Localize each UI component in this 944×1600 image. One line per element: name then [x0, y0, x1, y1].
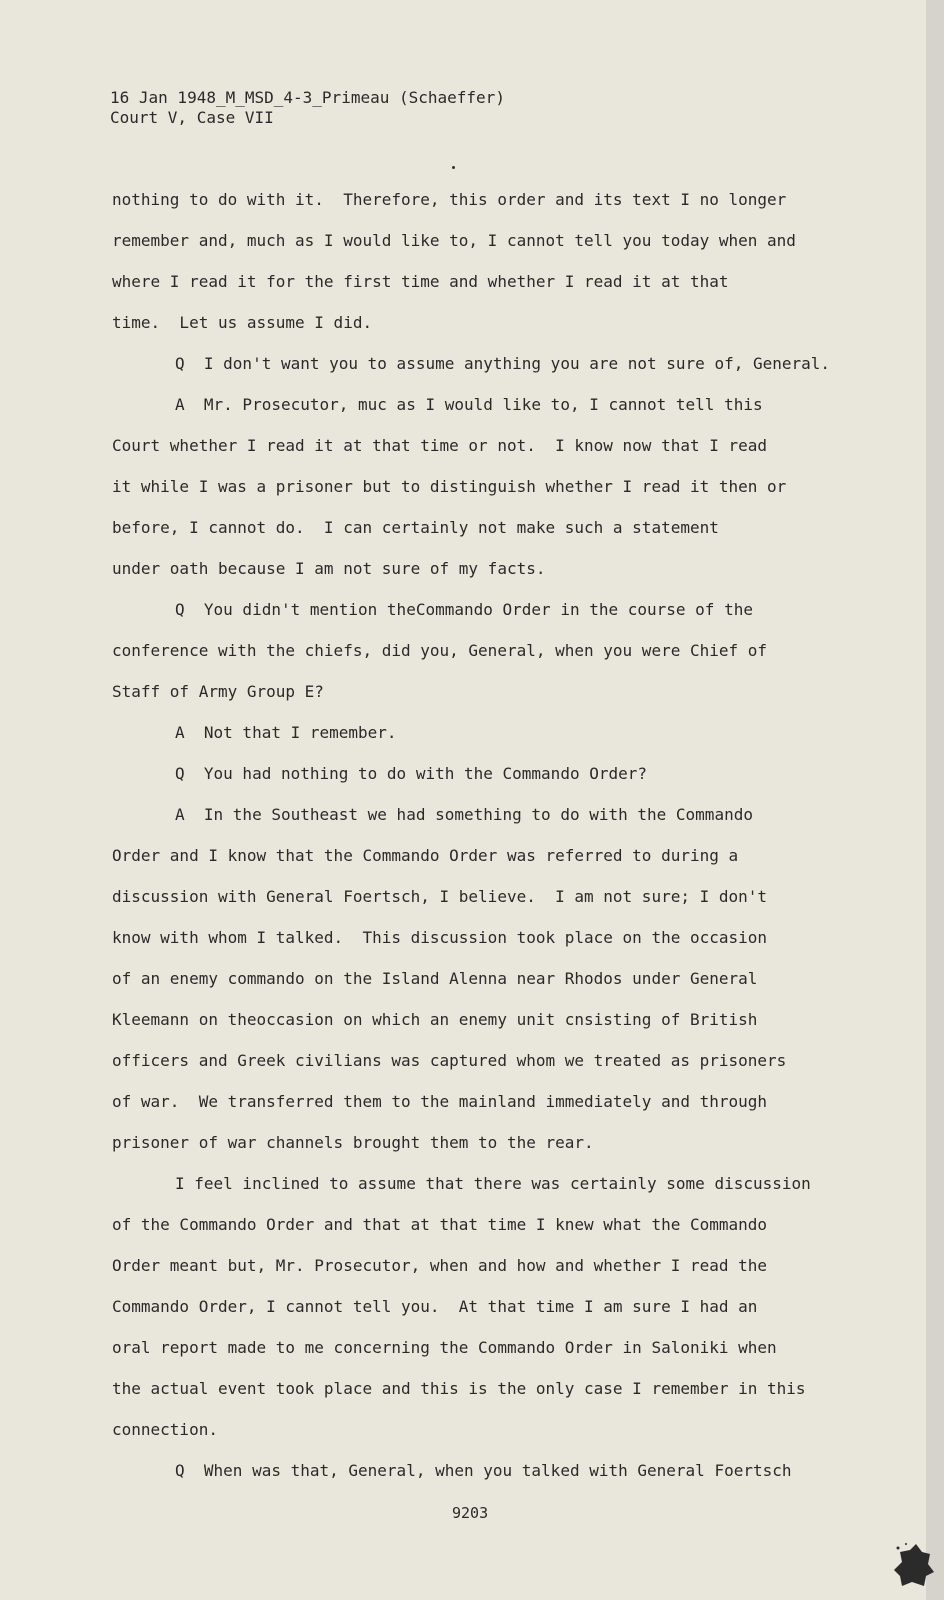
body-line: conference with the chiefs, did you, General, when you were Chief of: [112, 641, 768, 660]
page-number: 9203: [452, 1504, 489, 1522]
body-line: Order meant but, Mr. Prosecutor, when and how and whether I read the: [112, 1256, 768, 1275]
body-line: Q You had nothing to do with the Commando Order?: [175, 764, 648, 783]
body-line: A In the Southeast we had something to do with the Commando: [175, 805, 753, 824]
body-line: prisoner of war channels brought them to the rear.: [112, 1133, 594, 1152]
body-line: where I read it for the first time and whether I read it at that: [112, 272, 729, 291]
body-line: of war. We transferred them to the mainland immediately and through: [112, 1092, 768, 1111]
body-line: Court whether I read it at that time or not. I know now that I read: [112, 436, 768, 455]
body-line: oral report made to me concerning the Commando Order in Saloniki when: [112, 1338, 777, 1357]
body-line: Order and I know that the Commando Order was referred to during a: [112, 846, 739, 865]
body-line: of an enemy commando on the Island Alenna near Rhodos under General: [112, 969, 758, 988]
body-line: connection.: [112, 1420, 218, 1439]
body-line: remember and, much as I would like to, I cannot tell you today when and: [112, 231, 796, 250]
body-line: I feel inclined to assume that there was certainly some discussion: [175, 1174, 811, 1193]
page-edge: [926, 0, 944, 1600]
body-line: under oath because I am not sure of my facts.: [112, 559, 546, 578]
header-line-1: 16 Jan 1948_M_MSD_4-3_Primeau (Schaeffer): [110, 88, 505, 107]
body-line: Kleemann on theoccasion on which an enemy unit cnsisting of British: [112, 1010, 758, 1029]
body-line: know with whom I talked. This discussion took place on the occasion: [112, 928, 768, 947]
body-line: it while I was a prisoner but to distinguish whether I read it then or: [112, 477, 787, 496]
body-line: Commando Order, I cannot tell you. At that time I am sure I had an: [112, 1297, 758, 1316]
body-line: Staff of Army Group E?: [112, 682, 324, 701]
body-line: A Not that I remember.: [175, 723, 397, 742]
ink-speck: [452, 166, 455, 169]
ink-stain: [894, 1542, 934, 1586]
body-line: Q I don't want you to assume anything you are not sure of, General.: [175, 354, 831, 373]
body-line: Q When was that, General, when you talked with General Foertsch: [175, 1461, 792, 1480]
body-line: discussion with General Foertsch, I believe. I am not sure; I don't: [112, 887, 768, 906]
body-line: time. Let us assume I did.: [112, 313, 373, 332]
body-line: officers and Greek civilians was captured whom we treated as prisoners: [112, 1051, 787, 1070]
body-line: the actual event took place and this is the only case I remember in this: [112, 1379, 806, 1398]
body-line: nothing to do with it. Therefore, this order and its text I no longer: [112, 190, 787, 209]
body-line: before, I cannot do. I can certainly not make such a statement: [112, 518, 719, 537]
body-line: A Mr. Prosecutor, muc as I would like to, I cannot tell this: [175, 395, 763, 414]
body-line: of the Commando Order and that at that time I knew what the Commando: [112, 1215, 768, 1234]
header-line-2: Court V, Case VII: [110, 108, 274, 127]
body-line: Q You didn't mention theCommando Order in the course of the: [175, 600, 753, 619]
